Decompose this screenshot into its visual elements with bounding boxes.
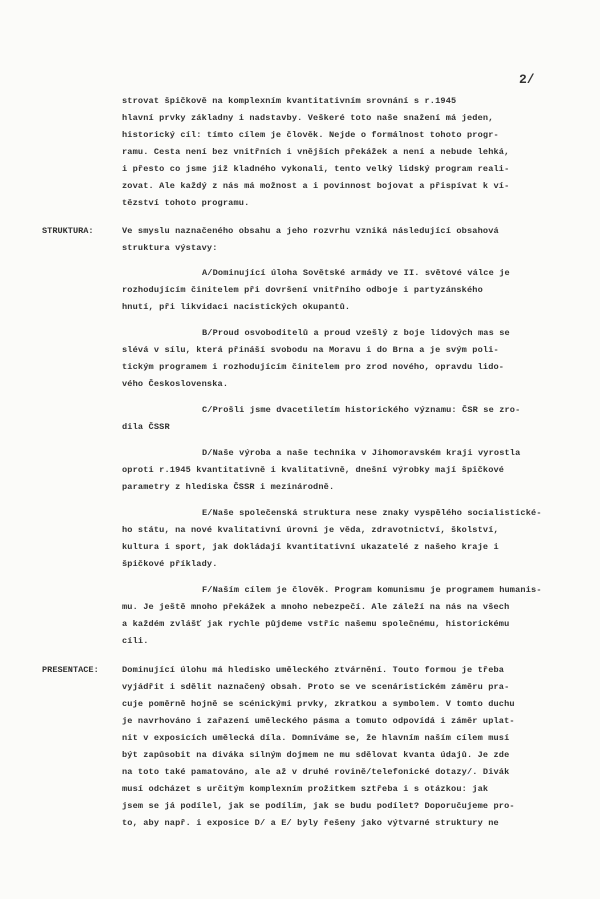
- struktura-item-d: parametry z hlediska ČSSR i mezinárodně.: [122, 482, 335, 492]
- struktura-item-f: a každém zvlášť jak rychle půjdeme vstříc našemu společnému, historickému: [122, 619, 510, 629]
- intro-line: zovat. Ale každý z nás má možnost a i povinnost bojovat a přispívat k ví-: [122, 181, 510, 191]
- intro-line: strovat špičkově na komplexním kvantitativním srovnání s r.1945: [122, 96, 457, 106]
- page-number: 2/: [519, 72, 535, 87]
- struktura-intro-line: struktura výstavy:: [122, 243, 218, 253]
- intro-line: hlavní prvky základny i nadstavby. Veškeré toto naše snažení má jeden,: [122, 113, 494, 123]
- struktura-item-b: B/Proud osvoboditelů a proud vzešlý z boje lidových mas se: [202, 328, 510, 338]
- struktura-item-b: vého Československa.: [122, 379, 229, 389]
- presentace-line: je navrhováno i zařazení uměleckého pásma a tomuto odpovídá i záměr uplat-: [122, 716, 515, 726]
- struktura-item-d: D/Naše výroba a naše technika v Jihomoravském kraji vyrostla: [202, 448, 521, 458]
- struktura-item-a: hnutí, při likvidaci nacistických okupantů.: [122, 302, 351, 312]
- presentace-line: cuje poměrně hojně se scénickými prvky, zkratkou a symbolem. V tomto duchu: [122, 699, 515, 709]
- presentace-label: PRESENTACE:: [42, 665, 99, 675]
- struktura-item-c: dila ČSSR: [122, 422, 170, 432]
- struktura-item-f: mu. Je ještě mnoho překážek a mnoho nebezpečí. Ale záleží na nás na všech: [122, 602, 510, 612]
- presentace-line: jsem se já podílel, jak se podílím, jak se budu podílet? Doporučujeme pro-: [122, 801, 515, 811]
- struktura-item-a: rozhodujícím činitelem při dovršení vnitřního odboje i partyzánského: [122, 285, 483, 295]
- struktura-item-a: A/Dominující úloha Sovětské armády ve II. světové válce je: [202, 268, 510, 278]
- struktura-item-f: cíli.: [122, 636, 149, 646]
- struktura-item-e: kultura i sport, jak dokládají kvantitativní ukazatelé z našeho kraje i: [122, 542, 499, 552]
- struktura-item-d: oproti r.1945 kvantitativně i kvalitativně, dnešní výrobky mají špičkové: [122, 465, 505, 475]
- struktura-intro-line: Ve smyslu naznačeného obsahu a jeho rozvrhu vzniká následující obsahová: [122, 226, 499, 236]
- struktura-item-c: C/Prošli jsme dvacetiletím historického významu: ČSR se zro-: [202, 405, 521, 415]
- presentace-line: musí odcházet s určitým komplexním prožitkem sztřeba i s otázkou: jak: [122, 784, 489, 794]
- struktura-item-e: ho státu, na nové kvalitativní úrovni je věda, zdravotnictví, školství,: [122, 525, 499, 535]
- struktura-label: STRUKTURA:: [42, 226, 94, 236]
- intro-line: tězství tohoto programu.: [122, 198, 250, 208]
- intro-line: historický cíl: tímto cílem je člověk. Nejde o formálnost tohoto progr-: [122, 130, 499, 140]
- presentace-line: Dominující úlohu má hledisko uměleckého ztvárnění. Touto formou je třeba: [122, 665, 505, 675]
- struktura-item-e: E/Naše společenská struktura nese znaky vyspělého socialistické-: [202, 508, 542, 518]
- presentace-line: vyjádřit i sdělit naznačený obsah. Proto se ve scenáristickém záměru pra-: [122, 682, 510, 692]
- struktura-item-b: slévá v sílu, která přináší svobodu na Moravu i do Brna a je svým poli-: [122, 345, 499, 355]
- struktura-item-e: špičkové příklady.: [122, 559, 218, 569]
- struktura-item-f: F/Naším cílem je člověk. Program komunismu je programem humanis-: [202, 585, 542, 595]
- presentace-line: nit v exposicích umělecká díla. Domníváme se, že hlavním naším cílem musí: [122, 733, 510, 743]
- presentace-line: na toto také pamatováno, ale až v druhé rovině/telefonické dotazy/. Divák: [122, 767, 510, 777]
- presentace-line: to, aby např. i exposice D/ a E/ byly řešeny jako výtvarné struktury ne: [122, 818, 499, 828]
- intro-line: i přesto co jsme již kladného vykonali, tento velký lidský program reali-: [122, 164, 510, 174]
- intro-line: ramu. Cesta není bez vnitřních i vnějších překážek a není a nebude lehká,: [122, 147, 510, 157]
- struktura-item-b: tickým programem i rozhodujícím činitelem pro zrod nového, opravdu lido-: [122, 362, 505, 372]
- presentace-line: být zapůsobit na diváka silným dojmem ne mu sdělovat kvanta údajů. Je zde: [122, 750, 510, 760]
